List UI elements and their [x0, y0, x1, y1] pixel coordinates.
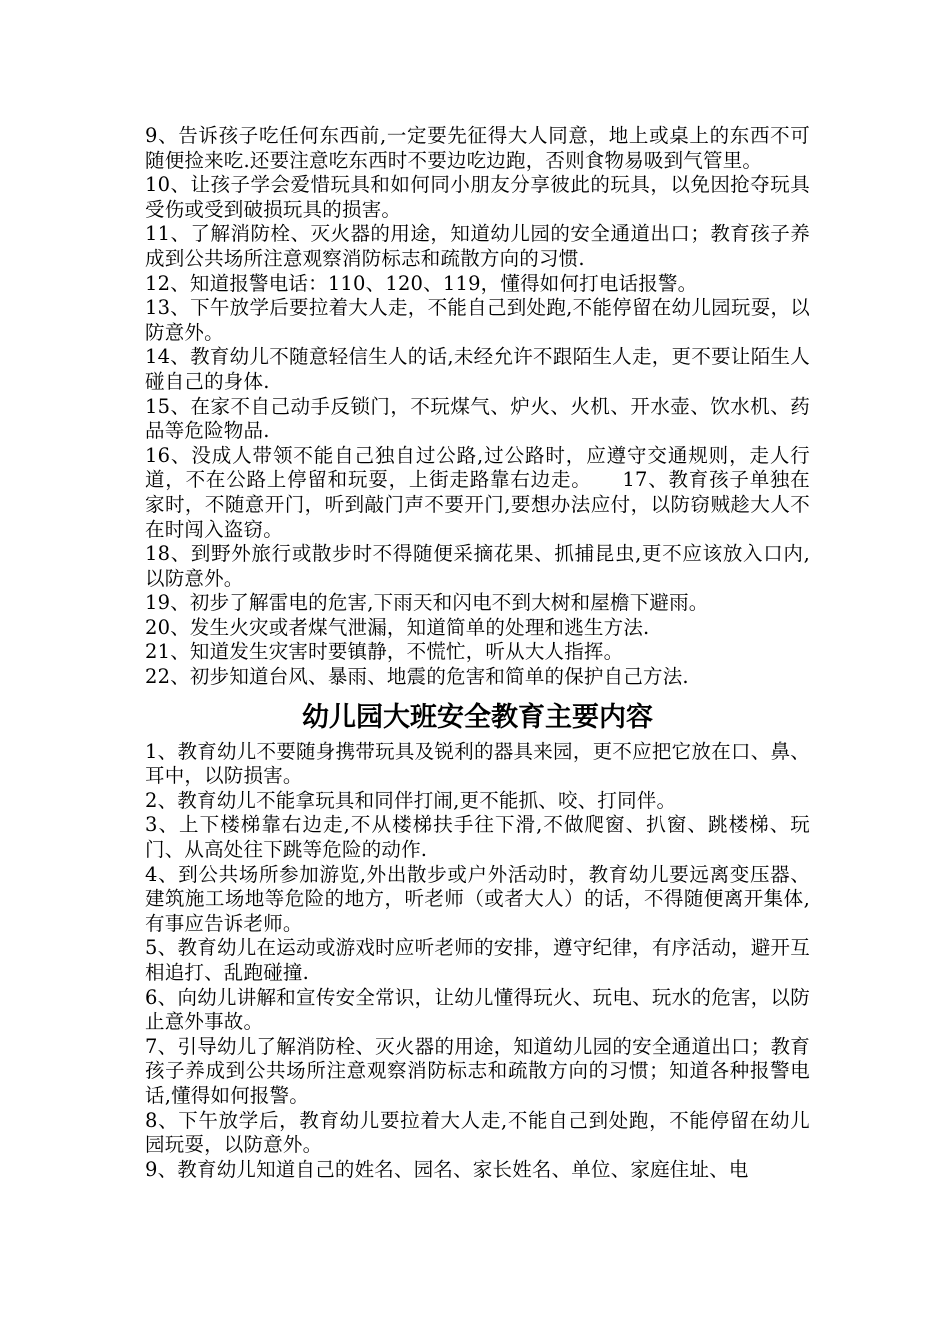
list-item: 10、让孩子学会爱惜玩具和如何同小朋友分享彼此的玩具，以免因抢夺玩具受伤或受到破损玩具的损害。	[145, 173, 810, 221]
list-item: 21、知道发生灾害时要镇静，不慌忙，听从大人指挥。	[145, 640, 624, 664]
section-continued-list	[145, 124, 810, 690]
list-item: 19、初步了解雷电的危害,下雨天和闪电不到大树和屋檐下避雨。	[145, 591, 709, 615]
list-item: 20、发生火灾或者煤气泄漏，知道简单的处理和逃生方法.	[145, 615, 650, 639]
list-item: 9、教育幼儿知道自己的姓名、园名、家长姓名、单位、家庭住址、电	[145, 1157, 749, 1181]
list-item: 8、下午放学后，教育幼儿要拉着大人走,不能自己到处跑，不能停留在幼儿园玩耍，以防意外。	[145, 1108, 810, 1157]
list-item: 2、教育幼儿不能拿玩具和同伴打闹,更不能抓、咬、打同伴。	[145, 788, 677, 812]
list-item: 3、上下楼梯靠右边走,不从楼梯扶手往下滑,不做爬窗、扒窗、跳楼梯、玩门、从高处往下跳等危险的动作.	[145, 813, 810, 862]
list-item: 4、到公共场所参加游览,外出散步或户外活动时，教育幼儿要远离变压器、建筑施工场地等危险的地方，听老师（或者大人）的话，不得随便离开集体,有事应告诉老师。	[145, 862, 810, 935]
list-item: 15、在家不自己动手反锁门，不玩煤气、炉火、火机、开水壶、饮水机、药品等危险物品.	[145, 394, 810, 443]
list-item: 5、教育幼儿在运动或游戏时应听老师的安排，遵守纪律，有序活动，避开互相追打、乱跑碰撞.	[145, 936, 810, 984]
list-item: 18、到野外旅行或散步时不得随便采摘花果、抓捕昆虫,更不应该放入口内,以防意外。	[145, 542, 810, 590]
section-main-list	[145, 740, 810, 1183]
list-item: 6、向幼儿讲解和宣传安全常识，让幼儿懂得玩火、玩电、玩水的危害，以防止意外事故。	[145, 985, 810, 1034]
list-item: 9、告诉孩子吃任何东西前,一定要先征得大人同意，地上或桌上的东西不可随便捡来吃.还要注意吃东西时不要边吃边跑，否则食物易吸到气管里。	[145, 124, 810, 172]
section-heading: 幼儿园大班安全教育主要内容	[302, 701, 653, 733]
list-item: 12、知道报警电话：110、120、119，懂得如何打电话报警。	[145, 271, 698, 295]
list-item: 16、没成人带领不能自己独自过公路,过公路时，应遵守交通规则，走人行道，不在公路上停留和玩耍，上街走路靠右边走。 17、教育孩子单独在家时，不随意开门，听到敲门声不要开门,要想办法应付，以防窃贼趁大人不在时闯入盗窃。	[145, 443, 810, 541]
list-item: 14、教育幼儿不随意轻信生人的话,未经允许不跟陌生人走，更不要让陌生人碰自己的身体.	[145, 345, 810, 393]
list-item: 13、下午放学后要拉着大人走，不能自己到处跑,不能停留在幼儿园玩耍，以防意外。	[145, 296, 810, 344]
list-item: 7、引导幼儿了解消防栓、灭火器的用途，知道幼儿园的安全通道出口；教育孩子养成到公共场所注意观察消防标志和疏散方向的习惯；知道各种报警电话,懂得如何报警。	[145, 1034, 810, 1107]
list-item: 11、了解消防栓、灭火器的用途，知道幼儿园的安全通道出口；教育孩子养成到公共场所注意观察消防标志和疏散方向的习惯.	[145, 222, 810, 270]
list-item: 1、教育幼儿不要随身携带玩具及锐利的器具来园，更不应把它放在口、鼻、耳中，以防损害。	[145, 739, 810, 788]
list-item: 22、初步知道台风、暴雨、地震的危害和简单的保护自己方法.	[145, 665, 689, 689]
